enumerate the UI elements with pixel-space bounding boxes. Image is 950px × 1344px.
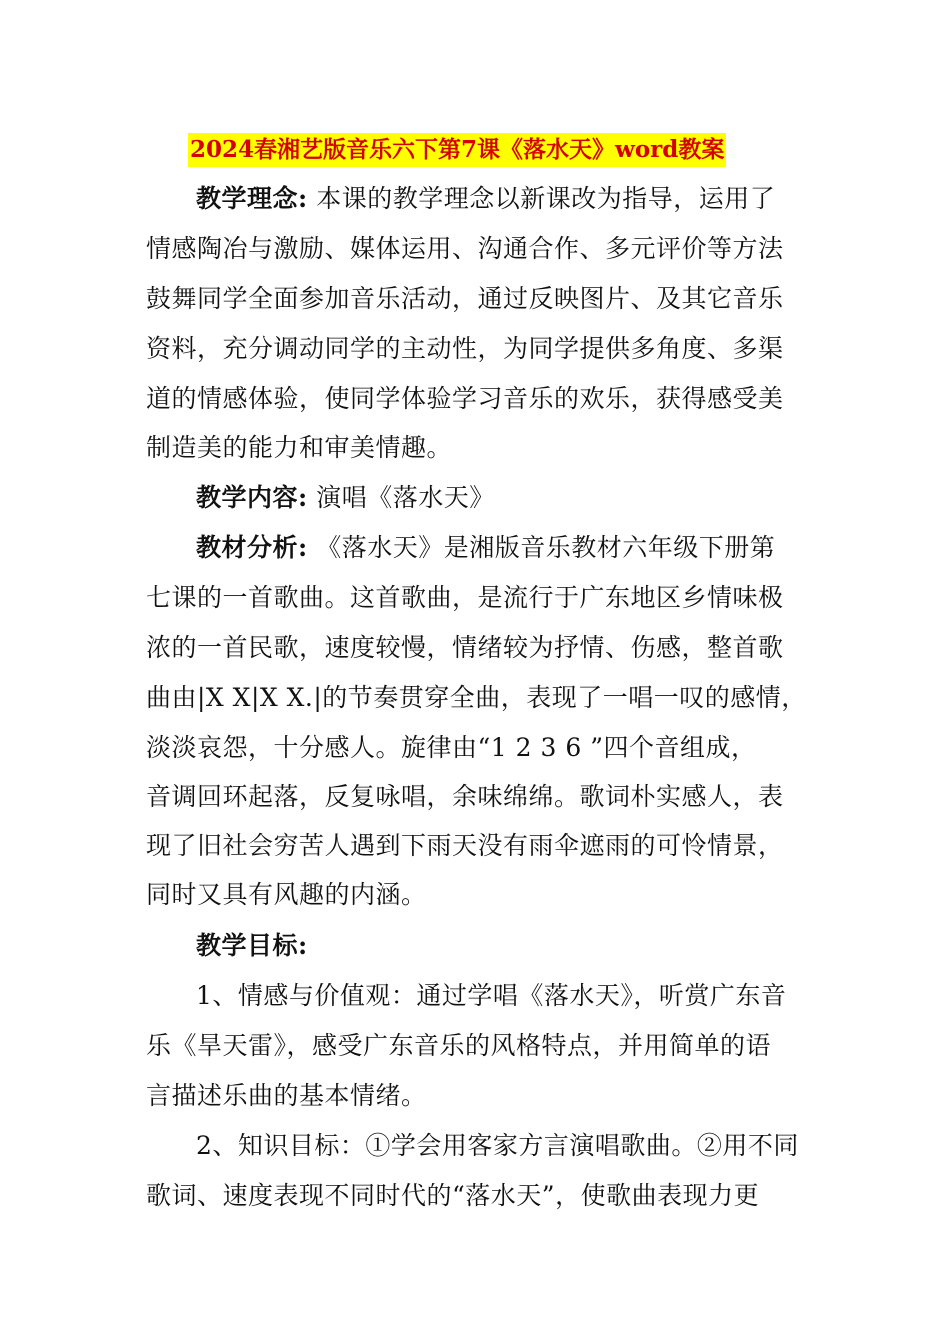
idea-heading: 教学理念:: [196, 184, 308, 213]
idea-text: 本课的教学理念以新课改为指导，运用了: [316, 184, 776, 213]
analysis-line: 七课的一首歌曲。这首歌曲，是流行于广东地区乡情味极: [146, 583, 784, 612]
analysis-line: 现了旧社会穷苦人遇到下雨天没有雨伞遮雨的可怜情景，: [146, 831, 784, 860]
goals-heading: 教学目标:: [196, 931, 308, 960]
idea-line: 制造美的能力和审美情趣。: [146, 433, 453, 462]
goal-2-line: 2、知识目标：①学会用客家方言演唱歌曲。②用不同: [196, 1131, 799, 1160]
content-text: 演唱《落水天》: [316, 483, 495, 512]
goal-1-line: 言描述乐曲的基本情绪。: [146, 1081, 427, 1110]
idea-line: 道的情感体验，使同学体验学习音乐的欢乐，获得感受美: [146, 384, 784, 413]
analysis-line: 同时又具有风趣的内涵。: [146, 880, 427, 909]
analysis-line: 淡淡哀怨，十分感人。旋律由“1 2 3 6 ”四个音组成，: [146, 733, 757, 762]
idea-paragraph-line: [196, 182, 775, 216]
idea-line: 鼓舞同学全面参加音乐活动，通过反映图片、及其它音乐: [146, 284, 784, 313]
analysis-line: 浓的一首民歌，速度较慢，情绪较为抒情、伤感，整首歌: [146, 633, 784, 662]
analysis-text: 《落水天》是湘版音乐教材六年级下册第: [316, 533, 776, 562]
goal-1-line: 乐《旱天雷》，感受广东音乐的风格特点，并用简单的语: [146, 1031, 772, 1060]
analysis-paragraph-line: [196, 531, 775, 565]
analysis-heading: 教材分析:: [196, 533, 308, 562]
document-title: 2024春湘艺版音乐六下第7课《落水天》word教案: [188, 133, 726, 167]
goal-2-line: 歌词、速度表现不同时代的“落水天”，使歌曲表现力更: [146, 1181, 760, 1210]
analysis-line: 音调回环起落，反复咏唱，余味绵绵。歌词朴实感人，表: [146, 782, 784, 811]
idea-line: 情感陶冶与激励、媒体运用、沟通合作、多元评价等方法: [146, 234, 784, 263]
content-line: [196, 481, 495, 515]
goal-1-line: 1、情感与价值观：通过学唱《落水天》，听赏广东音: [196, 981, 787, 1010]
content-heading: 教学内容:: [196, 483, 308, 512]
idea-line: 资料，充分调动同学的主动性，为同学提供多角度、多渠: [146, 334, 784, 363]
analysis-line: 曲由|X X|X X.|的节奏贯穿全曲，表现了一唱一叹的感情，: [146, 683, 807, 712]
